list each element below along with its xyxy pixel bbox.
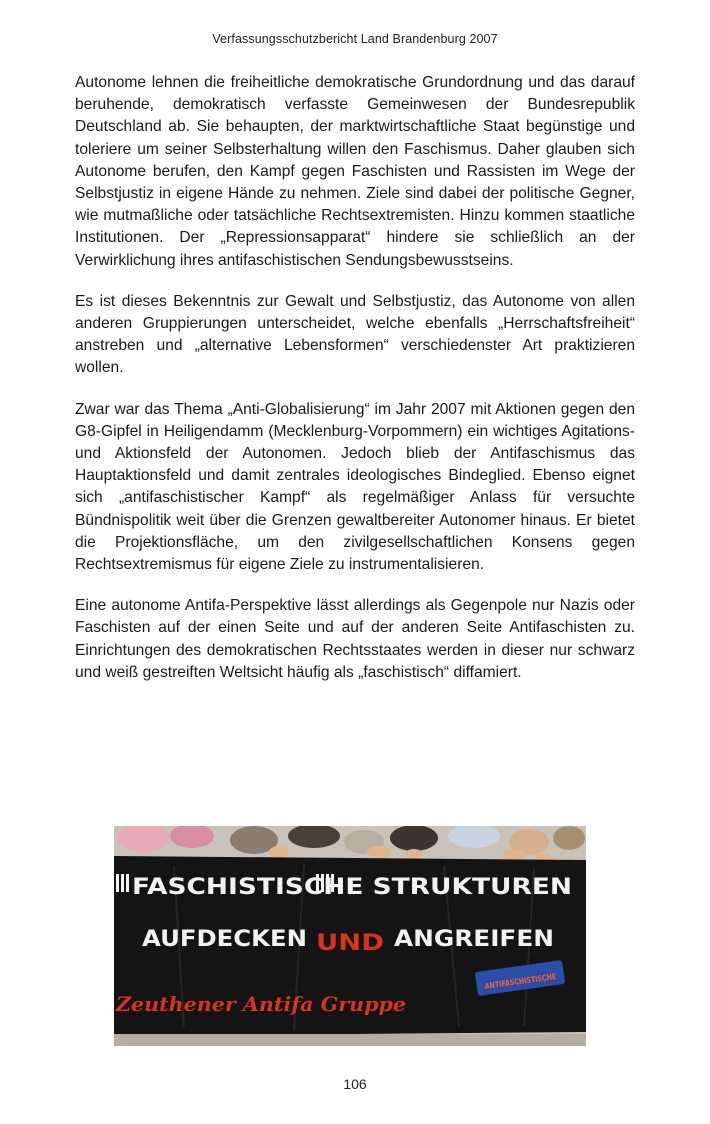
protest-banner-photo xyxy=(114,826,586,1046)
badge-text: ANTIFASCHISTISCHE xyxy=(484,969,576,991)
banner-line-1: FASCHISTISCHE STRUKTUREN xyxy=(132,875,572,900)
paragraph-1: Autonome lehnen die freiheitliche demokratische Grundordnung und das darauf beruhende, demokratisch verfasste Gemeinwesen der Bundesrepublik Deutschland ab. Sie behaupten, der marktwirtschaftliche Staat begünstige und toleriere um seiner Selbsterhaltung willen den Faschismus. Daher glauben sich Autonome berufen, den Kampf gegen Faschisten und Rassisten im Wege der Selbstjustiz in eigene Hände zu nehmen. Ziele sind dabei der politische Gegner, wie mutmaßliche oder tatsächliche Rechtsextremisten. Hinzu kommen staatliche Institutionen. Der „Repressionsapparat“ hindere sie schließlich an der Verwirklichung ihres antifaschistischen Sendungsbewusstseins. xyxy=(75,74,635,269)
body-text xyxy=(75,72,635,703)
paragraph-2: Es ist dieses Bekenntnis zur Gewalt und Selbstjustiz, das Autonome von allen anderen Gruppierungen unterscheidet, welche ebenfalls „Herrschaftsfreiheit“ anstreben und „alternative Lebensformen“ verschiedenster Art praktizieren wollen. xyxy=(75,292,635,377)
page-number: 106 xyxy=(343,1076,367,1092)
banner-line-2c: ANGREIFEN xyxy=(394,927,554,952)
running-header: Verfassungsschutzbericht Land Brandenburg 2007 xyxy=(212,32,498,46)
paragraph-3: Zwar war das Thema „Anti-Globalisierung“ im Jahr 2007 mit Aktionen gegen den G8-Gipfel in Heiligendamm (Mecklenburg-Vorpommern) ein wichtiges Agitations- und Aktionsfeld der Autonomen. Jedoch blieb der Antifaschismus das Hauptaktionsfeld und damit zentrales ideologisches Bindeglied. Ebenso eignet sich „antifaschistischer Kampf“ als regelmäßiger Anlass für versuchte Bündnispolitik weit über die Grenzen gewaltbereiter Autonomer hinaus. Er bietet die Projektionsfläche, um den zivilgesellschaftlichen Konsens gegen Rechtsextremismus für eigene Ziele zu instrumentalisieren. xyxy=(75,400,635,574)
banner-line-2a: AUFDECKEN xyxy=(142,927,307,952)
paragraph-4: Eine autonome Antifa-Perspektive lässt allerdings als Gegenpole nur Nazis oder Faschisten auf der einen Seite und auf der anderen Seite Antifaschisten zu. Einrichtungen des demokratischen Rechtsstaates werden in dieser nur schwarz und weiß gestreiften Weltsicht häufig als „faschistisch“ diffamiert. xyxy=(75,597,635,681)
banner-signature: Zeuthener Antifa Gruppe xyxy=(114,992,407,1016)
banner-line-2b: UND xyxy=(316,931,384,956)
